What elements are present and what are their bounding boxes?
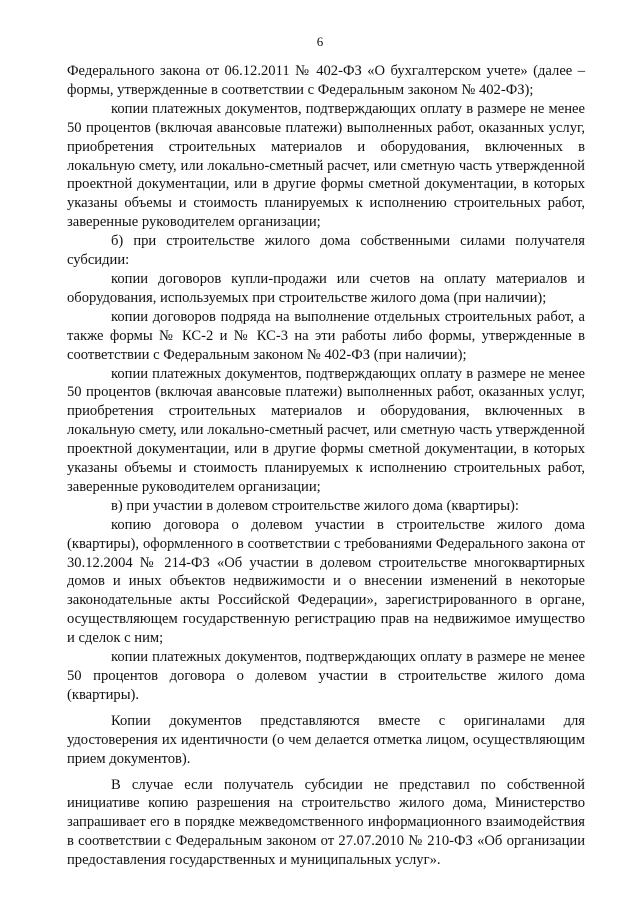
paragraph: копию договора о долевом участии в строительстве жилого дома (квартиры), оформленного в соответствии с требованиями Федерального закона от 30.12.2004 № 214-ФЗ «Об участии в долевом строительстве многоквартирных домов и иных объектов недвижимости и о внесении изменений в некоторые законодательные акты Российской Федерации», зарегистрированного в органе, осуществляющем государственную регистрацию прав на недвижимое имущество и сделок с ним;: [67, 516, 585, 647]
paragraph: Федерального закона от 06.12.2011 № 402-ФЗ «О бухгалтерском учете» (далее – формы, утвержденные в соответствии с Федеральным законом № 402-ФЗ);: [67, 63, 585, 98]
paragraph: копии платежных документов, подтверждающих оплату в размере не менее 50 процентов (включая авансовые платежи) выполненных работ, оказанных услуг, приобретения строительных материалов и оборудования, включенных в локальную смету, или локально-сметный расчет, или сметную часть утвержденной проектной документации, или в другие формы сметной документации, в которых указаны объемы и стоимость планируемых к исполнению строительных работ, заверенные руководителем организации;: [67, 100, 585, 231]
paragraph: копии платежных документов, подтверждающих оплату в размере не менее 50 процентов договора о долевом участии в строительстве жилого дома (квартиры).: [67, 649, 585, 703]
paragraph: Копии документов представляются вместе с оригиналами для удостоверения их идентичности (о чем делается отметка лицом, осуществляющим прием документов).: [67, 712, 585, 767]
paragraph: б) при строительстве жилого дома собственными силами получателя субсидии:: [67, 233, 585, 269]
document-body: [67, 62, 585, 870]
paragraph: В случае если получатель субсидии не представил по собственной инициативе копию разрешения на строительство жилого дома, Министерство запрашивает его в порядке межведомственного информационного взаимодействия в соответствии с Федеральным законом от 27.07.2010 № 210-ФЗ «Об организации предоставления государственных и муниципальных услуг».: [67, 776, 585, 869]
paragraph: в) при участии в долевом строительстве жилого дома (квартиры):: [111, 497, 519, 514]
paragraph: копии договоров купли-продажи или счетов на оплату материалов и оборудования, используемых при строительстве жилого дома (при наличии);: [67, 270, 585, 306]
page-number: 6: [316, 34, 324, 49]
paragraph: копии договоров подряда на выполнение отдельных строительных работ, а также формы № КС-2 и № КС-3 на эти работы либо формы, утвержденные в соответствии с Федеральным законом № 402-ФЗ (при наличии);: [67, 308, 585, 363]
paragraph: копии платежных документов, подтверждающих оплату в размере не менее 50 процентов (включая авансовые платежи) выполненных работ, оказанных услуг, приобретения строительных материалов и оборудования, включенных в локальную смету, или локально-сметный расчет, или сметную часть утвержденной проектной документации, или в другие формы сметной документации, в которых указаны объемы и стоимость планируемых к исполнению строительных работ, заверенные руководителем организации;: [67, 365, 585, 495]
